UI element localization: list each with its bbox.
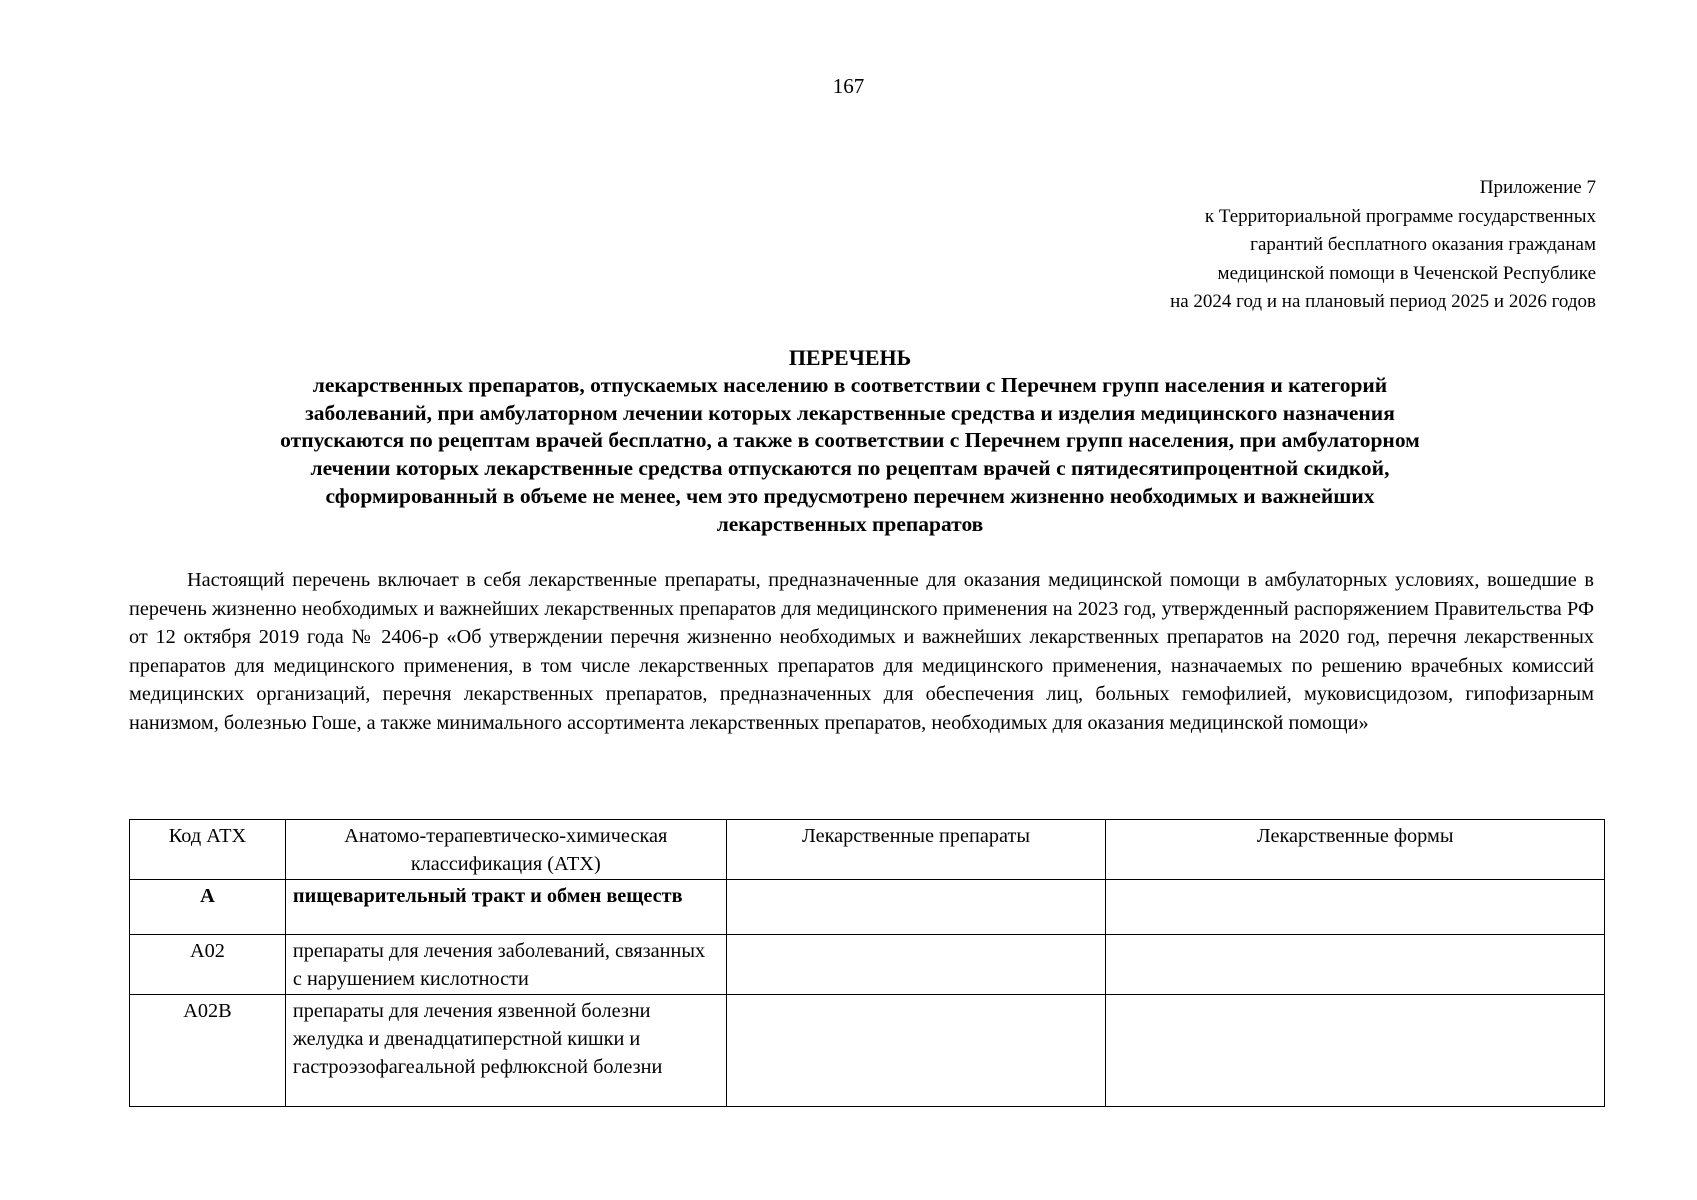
- title-line: сформированный в объеме не менее, чем это предусмотрено перечнем жизненно необходимых и важнейших: [325, 483, 1375, 508]
- header-drugs: Лекарственные препараты: [726, 820, 1106, 880]
- title-line: заболеваний, при амбулаторном лечении которых лекарственные средства и изделия медицинского назначения: [305, 400, 1395, 425]
- title-line: лекарственных препаратов: [716, 511, 984, 536]
- document-title: [100, 344, 1600, 538]
- appendix-line: к Территориальной программе государственных: [1204, 205, 1596, 227]
- cell-atx-code: А: [130, 880, 286, 935]
- cell-atx-classification: пищеварительный тракт и обмен веществ: [285, 880, 726, 935]
- appendix-line: Приложение 7: [1479, 177, 1596, 198]
- title-line: лечении которых лекарственные средства отпускаются по рецептам врачей с пятидесятипроцентной скидкой,: [310, 456, 1390, 481]
- cell-atx-classification: препараты для лечения заболеваний, связанных с нарушением кислотности: [285, 935, 726, 995]
- appendix-note: [1170, 174, 1596, 317]
- cell-dosage-form: [1106, 935, 1605, 995]
- table-row: [130, 935, 1605, 995]
- title-main: ПЕРЕЧЕНЬ: [788, 345, 912, 370]
- title-line: лекарственных препаратов, отпускаемых населению в соответствии с Перечнем групп населения и категорий: [312, 373, 1388, 397]
- table-row: [130, 995, 1605, 1107]
- cell-dosage-form: [1106, 995, 1605, 1107]
- table-row: [130, 880, 1605, 935]
- cell-drug: [726, 995, 1106, 1107]
- cell-drug: [726, 880, 1106, 935]
- intro-paragraph: Настоящий перечень включает в себя лекарственные препараты, предназначенные для оказания медицинской помощи в амбулаторных условиях, вошедшие в перечень жизненно необходимых и важнейших лекарственных препаратов для медицинского применения на 2023 год, утвержденный распоряжением Правительства РФ от 12 октября 2019 года № 2406-р «Об утверждении перечня жизненно необходимых и важнейших лекарственных препаратов на 2020 год, перечня лекарственных препаратов для медицинского применения, в том числе лекарственных препаратов для медицинского применения, назначаемых по решению врачебных комиссий медицинских организаций, перечня лекарственных препаратов, предназначенных для обеспечения лиц, больных гемофилией, муковисцидозом, гипофизарным нанизмом, болезнью Гоше, а также минимального ассортимента лекарственных препаратов, необходимых для оказания медицинской помощи»: [129, 569, 1594, 734]
- header-atx-classification: Анатомо-терапевтическо-химическая классификация (АТХ): [285, 820, 726, 880]
- header-atx-code: Код АТХ: [130, 820, 286, 880]
- appendix-line: медицинской помощи в Чеченской Республике: [1217, 262, 1596, 284]
- cell-atx-code: А02: [130, 935, 286, 995]
- table-header-row: [130, 820, 1605, 880]
- header-dosage-forms: Лекарственные формы: [1106, 820, 1605, 880]
- appendix-line: гарантий бесплатного оказания гражданам: [1250, 234, 1596, 255]
- cell-dosage-form: [1106, 880, 1605, 935]
- atx-table: [129, 819, 1605, 1107]
- title-line: отпускаются по рецептам врачей бесплатно, а также в соответствии с Перечнем групп населения, при амбулаторном: [280, 428, 1420, 453]
- page-number: 167: [832, 74, 865, 98]
- cell-atx-classification: препараты для лечения язвенной болезни желудка и двенадцатиперстной кишки и гастроэзофагеальной рефлюксной болезни: [285, 995, 726, 1107]
- appendix-line: на 2024 год и на плановый период 2025 и 2026 годов: [1170, 291, 1596, 312]
- cell-atx-code: А02В: [130, 995, 286, 1107]
- cell-drug: [726, 935, 1106, 995]
